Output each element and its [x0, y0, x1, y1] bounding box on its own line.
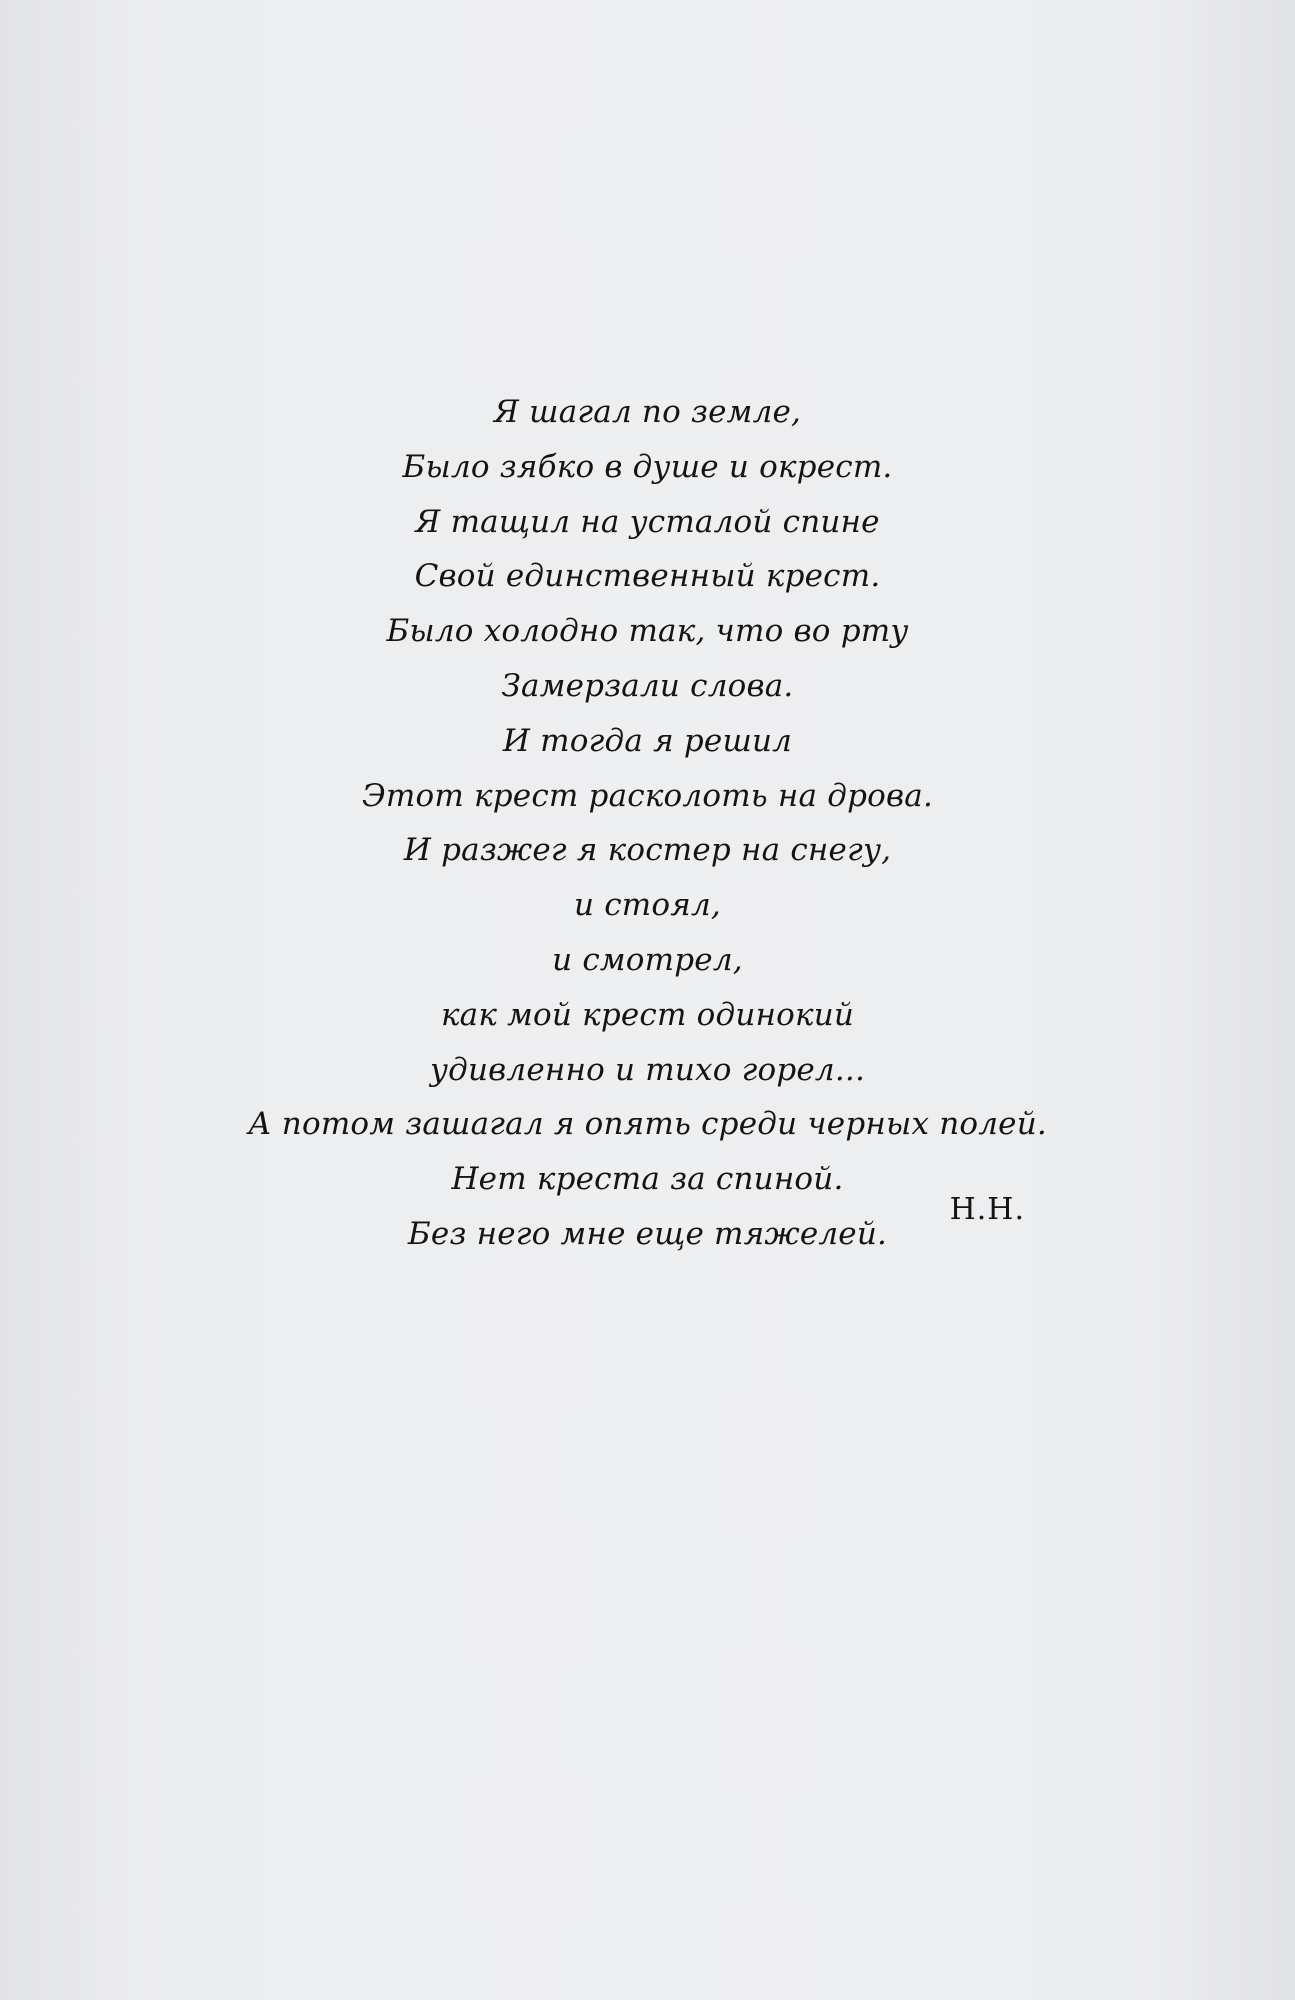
poem-line: Свой единственный крест.: [414, 558, 881, 595]
poem: [0, 385, 1295, 1262]
poem-line: А потом зашагал я опять среди черных полей.: [248, 1106, 1047, 1143]
poem-line: Замерзали слова.: [501, 667, 794, 704]
poem-line: Без него мне еще тяжелей.: [407, 1215, 888, 1252]
poem-line: Этот крест расколоть на дрова.: [361, 777, 934, 814]
poem-line: Было холодно так, что во рту: [386, 613, 909, 650]
poem-line: как мой крест одинокий: [440, 996, 855, 1033]
author-signature: Н.Н.: [949, 1192, 1025, 1227]
poem-line: удивленно и тихо горел...: [429, 1051, 866, 1088]
poem-line: Было зябко в душе и окрест.: [402, 448, 893, 485]
poem-line: Я тащил на усталой спине: [415, 503, 880, 540]
poem-line: Я шагал по земле,: [493, 394, 802, 430]
poem-line: и смотрел,: [552, 941, 743, 978]
poem-line: и стоял,: [574, 887, 721, 924]
poem-line: Нет креста за спиной.: [451, 1161, 844, 1198]
poem-line: И тогда я решил: [502, 722, 793, 759]
poem-line: И разжег я костер на снегу,: [403, 832, 892, 869]
